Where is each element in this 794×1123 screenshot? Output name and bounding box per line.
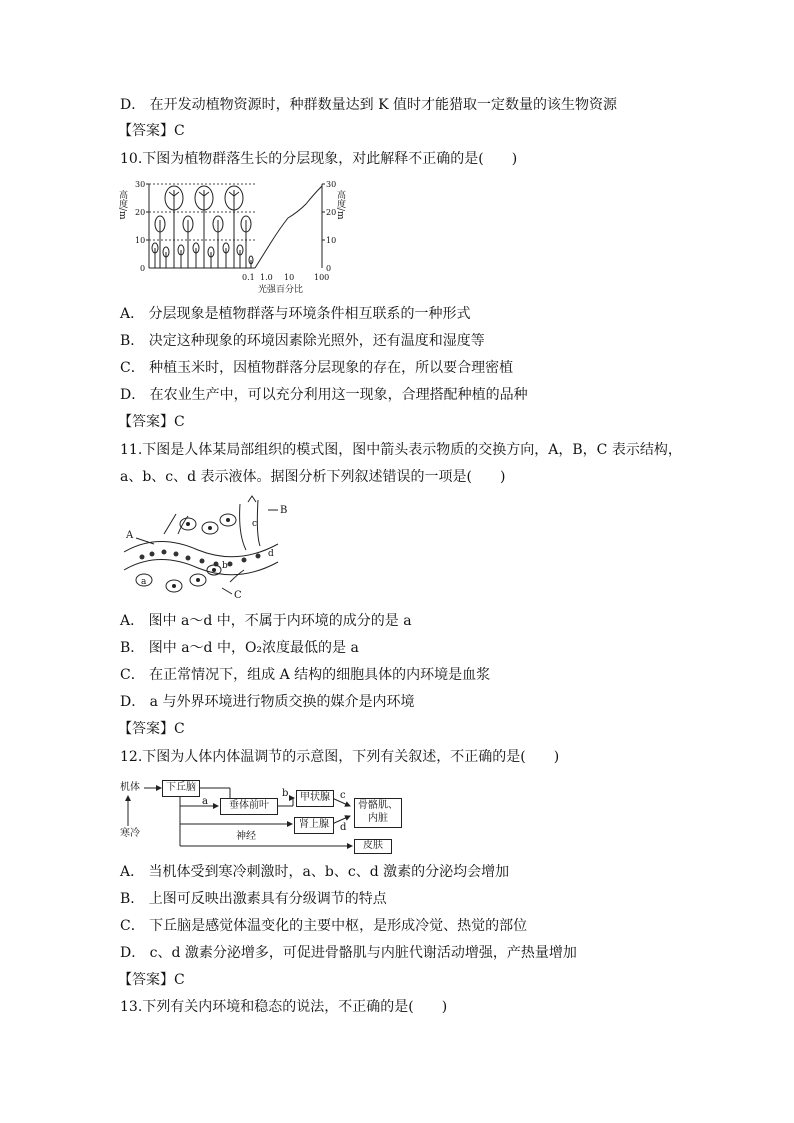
pointer-c-line bbox=[222, 588, 232, 594]
q10-option-d: D． 在农业生产中，可以充分利用这一现象，合理搭配种植的品种 bbox=[120, 387, 528, 403]
q12-answer: 【答案】C bbox=[118, 972, 185, 988]
q12-stem: 12.下图为人体内体温调节的示意图，下列有关叙述，不正确的是( ) bbox=[120, 749, 560, 765]
x-tick-0.1: 0.1 bbox=[242, 273, 255, 282]
label-c: c bbox=[252, 519, 258, 529]
exchange-arrow-icon bbox=[164, 514, 176, 534]
left-tick-20: 20 bbox=[135, 208, 146, 217]
hormone-c-label: c bbox=[340, 790, 346, 801]
q11-answer: 【答案】C bbox=[118, 721, 185, 737]
q12-option-d: D． c、d 激素分泌增多，可促进骨骼肌与内脏代谢活动增强，产热量增加 bbox=[120, 945, 577, 961]
label-a: a bbox=[141, 577, 147, 587]
q10-figure-plant-layering bbox=[118, 176, 358, 294]
left-tick-30: 30 bbox=[135, 180, 146, 189]
tall-trees-icon bbox=[165, 186, 243, 268]
q12-option-b: B． 上图可反映出激素具有分级调节的特点 bbox=[120, 891, 387, 907]
left-tick-0: 0 bbox=[140, 264, 146, 273]
label-A: A bbox=[126, 530, 134, 541]
cold-label: 寒冷 bbox=[120, 828, 140, 839]
viscera-label: 内脏 bbox=[368, 813, 388, 824]
thyroid-box: 甲状腺 bbox=[296, 790, 334, 807]
right-tick-30: 30 bbox=[326, 180, 337, 189]
q10-stem: 10.下图为植物群落生长的分层现象，对此解释不正确的是( ) bbox=[120, 151, 518, 167]
shrubs-icon bbox=[155, 216, 251, 268]
x-tick-10: 10 bbox=[284, 273, 295, 282]
q12-figure-thermoregulation bbox=[118, 776, 428, 852]
q10-answer: 【答案】C bbox=[118, 414, 185, 430]
light-intensity-curve bbox=[255, 186, 322, 268]
q11-figure-svg bbox=[118, 494, 298, 602]
label-b: b bbox=[222, 561, 228, 571]
body-label: 机体 bbox=[120, 782, 140, 793]
q10-option-c: C． 种植玉米时，因植物群落分层现象的存在，所以要合理密植 bbox=[120, 360, 514, 376]
adrenal-box: 肾上腺 bbox=[294, 817, 334, 834]
q10-option-a: A． 分层现象是植物群落与环境条件相互联系的一种形式 bbox=[120, 306, 471, 322]
right-tick-0: 0 bbox=[326, 264, 332, 273]
q11-option-c: C． 在正常情况下，组成 A 结构的细胞具体的内环境是血浆 bbox=[120, 667, 491, 683]
q11-stem-line1: 11.下图是人体某局部组织的模式图，图中箭头表示物质的交换方向，A，B，C 表示结构， bbox=[120, 442, 682, 458]
skin-box: 皮肤 bbox=[354, 839, 392, 854]
x-axis-label: 光强百分比 bbox=[258, 285, 304, 294]
hormone-a-label: a bbox=[202, 796, 208, 807]
blood-cells-icon bbox=[140, 550, 261, 567]
label-C: C bbox=[234, 590, 242, 601]
label-d: d bbox=[268, 549, 274, 559]
q11-option-d: D． a 与外界环境进行物质交换的媒介是内环境 bbox=[120, 694, 415, 710]
hypothalamus-box: 下丘脑 bbox=[162, 780, 200, 797]
nerve-label: 神经 bbox=[236, 831, 256, 842]
pituitary-box: 垂体前叶 bbox=[220, 798, 278, 815]
hormone-b-label: b bbox=[282, 788, 289, 799]
left-tick-10: 10 bbox=[135, 236, 146, 245]
right-tick-20: 20 bbox=[326, 208, 337, 217]
capillary-wall-top bbox=[124, 541, 278, 556]
q9-answer: 【答案】C bbox=[118, 123, 185, 139]
x-tick-1.0: 1.0 bbox=[260, 273, 273, 282]
q11-stem-line2: a、b、c、d 表示液体。据图分析下列叙述错误的一项是( ) bbox=[120, 469, 506, 485]
label-B: B bbox=[280, 505, 288, 516]
q10-option-b: B． 决定这种现象的环境因素除光照外，还有温度和湿度等 bbox=[120, 333, 485, 349]
q9-option-d: D． 在开发动植物资源时，种群数量达到 K 值时才能猎取一定数量的该生物资源 bbox=[120, 97, 618, 113]
q12-option-c: C． 下丘脑是感觉体温变化的主要中枢，是形成冷觉、热觉的部位 bbox=[120, 918, 528, 934]
q13-stem: 13.下列有关内环境和稳态的说法，不正确的是( ) bbox=[120, 999, 448, 1015]
lymph-arrow-icon bbox=[248, 496, 256, 502]
q11-option-a: A． 图中 a～d 中，不属于内环境的成分的是 a bbox=[120, 613, 412, 629]
q11-figure-tissue bbox=[118, 494, 298, 602]
exchange-arrow-icon bbox=[230, 570, 244, 582]
left-axis-label: 高度/m bbox=[118, 190, 127, 220]
q11-option-b: B． 图中 a～d 中，O₂浓度最低的是 a bbox=[120, 640, 359, 656]
x-tick-100: 100 bbox=[314, 273, 330, 282]
right-axis-label: 高度/m bbox=[335, 190, 345, 220]
q10-figure-svg bbox=[118, 176, 358, 294]
muscle-viscera-box bbox=[354, 798, 402, 828]
q12-option-a: A． 当机体受到寒冷刺激时，a、b、c、d 激素的分泌均会增加 bbox=[120, 864, 510, 880]
herbs-icon bbox=[152, 243, 253, 268]
right-tick-10: 10 bbox=[326, 236, 337, 245]
hormone-d-label: d bbox=[340, 822, 347, 833]
muscle-label: 骨骼肌、 bbox=[358, 800, 398, 811]
